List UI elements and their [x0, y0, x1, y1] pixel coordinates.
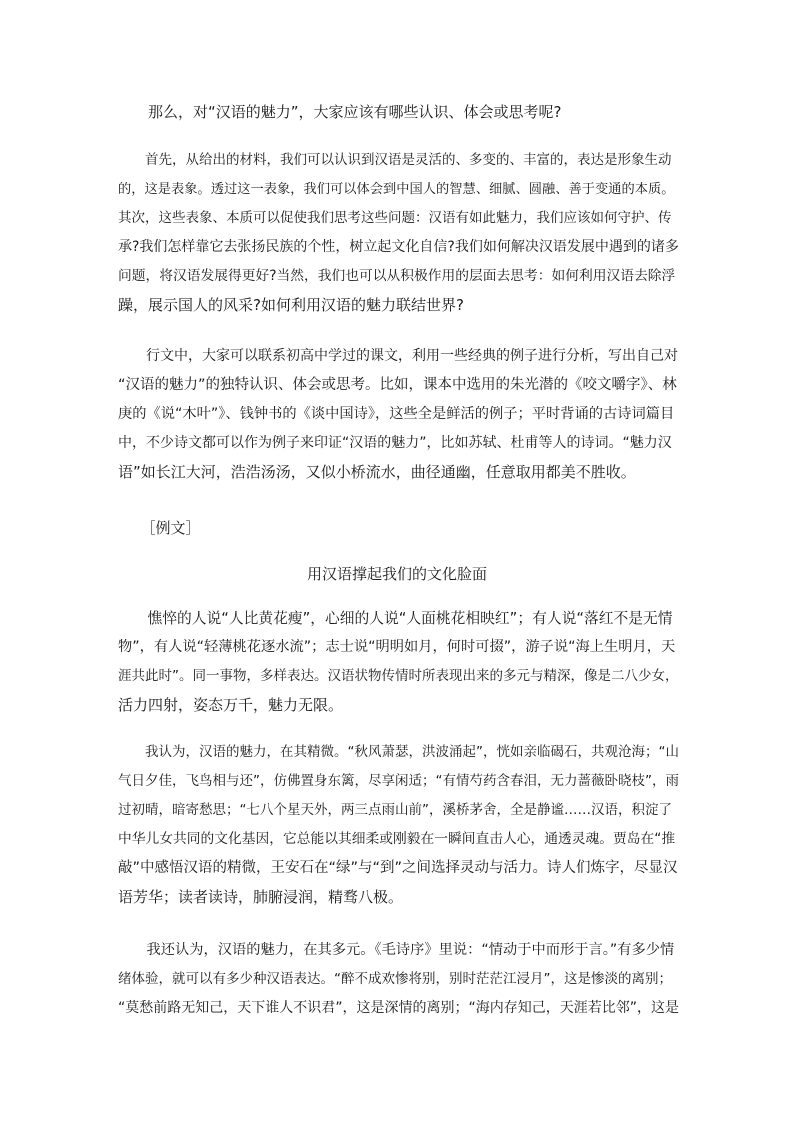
text-line: 语”如长江大河，浩浩汤汤，又似小桥流水，曲径通幽，任意取用都美不胜收。 — [118, 463, 636, 481]
text-line: 首先，从给出的材料，我们可以认识到汉语是灵活的、多变的、丰富的，表达是形象生动 — [118, 152, 672, 168]
text-line: 其次，这些表象、本质可以促使我们思考这些问题：汉语有如此魅力，我们应该如何守护、传 — [118, 210, 672, 226]
text-line: 物”，有人说“轻薄桃花逐水流”；志士说“明明如月，何时可掇”，游子说“海上生明月，天 — [118, 639, 676, 655]
paragraph-essay-2 — [118, 738, 680, 912]
text-line: 的，这是表象。透过这一表象，我们可以体会到中国人的智慧、细腻、圆融、善于变通的本质。 — [118, 182, 675, 197]
text-line: 那么，对“汉语的魅力”，大家应该有哪些认识、体会或思考呢? — [118, 103, 562, 121]
paragraph-essay-3 — [118, 936, 680, 1023]
paragraph-first — [118, 146, 680, 320]
text-line: 行文中，大家可以联系初高中学过的课文，利用一些经典的例子进行分析，写出自己对 — [118, 348, 678, 364]
text-line: 我认为，汉语的魅力，在其精微。“秋风萧瑟，洪波涌起”，恍如亲临碣石，共观沧海；“山 — [118, 744, 679, 760]
text-line: 问题，将汉语发展得更好?当然，我们也可以从积极作用的层面去思考：如何利用汉语去除浮 — [118, 268, 676, 284]
text-line: 涯共此时”。同一事物，多样表达。汉语状物传情时所表现出来的多元与精深，像是二八少女， — [118, 668, 679, 684]
text-line: 过初晴，暗寄愁思；“七八个星天外，两三点雨山前”，溪桥茅舍，全是静谧……汉语，积淀了 — [118, 802, 672, 818]
example-label — [118, 514, 680, 543]
text-line: 气日夕佳，飞鸟相与还”，仿佛置身东篱，尽享闲适；“有情芍药含春泪，无力蔷薇卧晓枝”，雨 — [118, 773, 679, 789]
text-line: 庚的《说“木叶”》、钱钟书的《谈中国诗》，这些全是鲜活的例子；平时背诵的古诗词篇目 — [118, 406, 675, 422]
paragraph-writing-tips — [118, 342, 680, 487]
paragraph-intro — [118, 98, 680, 127]
essay-title: 用汉语撑起我们的文化脸面 — [306, 565, 487, 583]
text-line: 躁，展示国人的风采?如何利用汉语的魅力联结世界? — [118, 296, 464, 314]
text-line: 敲”中感悟汉语的精微，王安石在“绿”与“到”之间选择灵动与活力。诗人们炼字，尽显汉 — [118, 860, 678, 876]
paragraph-essay-1 — [118, 604, 680, 720]
text-line: “莫愁前路无知己，天下谁人不识君”，这是深情的离别；“海内存知己，天涯若比邻”，这是 — [118, 1000, 680, 1016]
text-line: 语芳华；读者读诗，肺腑浸润，精骛八极。 — [118, 888, 404, 906]
text-line: 中，不少诗文都可以作为例子来印证“汉语的魅力”，比如苏轼、杜甫等人的诗词。“魅力汉 — [118, 435, 672, 451]
text-line: 我还认为，汉语的魅力，在其多元。《毛诗序》里说：“情动于中而形于言。”有多少情 — [118, 942, 675, 958]
text-line: 绪体验，就可以有多少种汉语表达。“醉不成欢惨将别，别时茫茫江浸月”，这是惨淡的离别； — [118, 971, 672, 987]
text-line: 活力四射，姿态万千，魅力无限。 — [118, 696, 344, 714]
text-line: “汉语的魅力”的独特认识、体会或思考。比如，课本中选用的朱光潜的《咬文嚼字》、林 — [118, 377, 677, 393]
text-line: 中华儿女共同的文化基因，它总能以其细柔或刚毅在一瞬间直击人心，通透灵魂。贾岛在“推 — [118, 831, 676, 847]
text-line: ［例文］ — [118, 519, 201, 537]
text-line: 承?我们怎样靠它去张扬民族的个性，树立起文化自信?我们如何解决汉语发展中遇到的诸多 — [118, 239, 679, 255]
text-line: 憔悴的人说“人比黄花瘦”，心细的人说“人面桃花相映红”；有人说“落红不是无情 — [118, 610, 673, 627]
